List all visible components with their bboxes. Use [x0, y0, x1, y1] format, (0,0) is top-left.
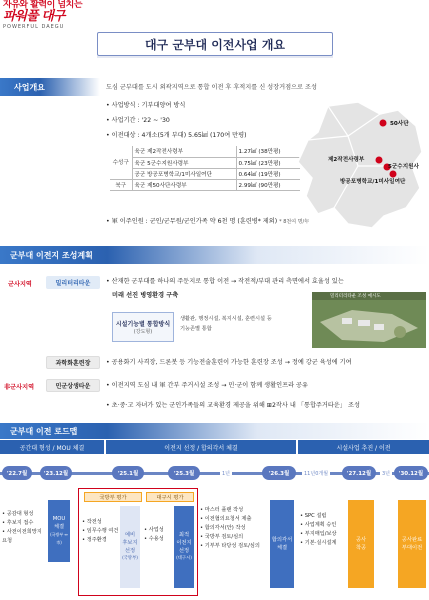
units-table — [110, 146, 300, 191]
box-mou-2: 체결 — [53, 524, 65, 530]
box-pref-3: 선정 — [124, 548, 136, 554]
box-final-1: 최적 — [178, 532, 190, 538]
duration-1: 1년 — [220, 467, 232, 479]
eval2-items — [144, 526, 174, 544]
chip-coexistence: 민군상생타운 — [46, 379, 100, 392]
eval1-items — [82, 518, 122, 545]
unit-name: 육군 제50사단사령부 — [132, 179, 236, 190]
section-roadmap-label: 군부대 이전 로드맵 — [10, 426, 78, 436]
slogan: 자유와 활력이 넘치는 — [3, 0, 83, 10]
marker-50 — [380, 120, 387, 127]
col1-item: • 후보지 접수 — [2, 520, 34, 526]
eval1-label: 국방부 평가 — [84, 492, 142, 502]
unit-name: 육군 5군수지원사령부 — [132, 157, 236, 168]
table-row — [110, 179, 300, 190]
overview-summary: 도심 군부대를 도시 외곽지역으로 통합 이전 후 후적지를 신 성장거점으로 조성 — [106, 84, 317, 91]
row2-text-content: 공용화기 사격장, 드론봇 등 기능전술훈련이 가능한 훈련장 조성 → 정예 강군 육성에 기여 — [111, 359, 352, 366]
box-mou-3: (국방부 ↔ 市) — [50, 532, 68, 545]
military-area-label: 군사지역 — [8, 281, 32, 288]
title-underline — [97, 56, 333, 58]
col5-item: • 마스터 플랜 작성 — [200, 507, 244, 513]
section-overview-label: 사업개요 — [14, 82, 45, 92]
row4-text-content: 초·중·고 자녀가 있는 군인가족들의 교육환경 제공을 위해 ⊞2작사 내 「통합주거타운」 조성 — [111, 402, 360, 409]
photo-caption: 밀리터리타운 조성 예시도 — [330, 294, 381, 299]
box-relocation-complete — [398, 500, 426, 588]
unit-area: 1.27㎢ (38만평) — [236, 146, 300, 157]
table-row — [110, 157, 300, 168]
unit-name: 공군 방공포병학교/1미사일여단 — [132, 168, 236, 179]
facility-box — [112, 312, 174, 342]
col1-item: • 사전이전희망지 — [2, 529, 42, 535]
col5-item: • 이전협의요청서 제출 — [200, 516, 252, 522]
map-label-2: 제2작전사령부 — [328, 157, 365, 163]
eval2-item: • 사업성 — [144, 527, 164, 533]
relocation-note: * 8천여 명/年 — [279, 219, 310, 225]
table-group-buk: 북구 — [110, 179, 132, 190]
photo-building — [374, 324, 384, 330]
col5-item: • 합의각서(안) 작성 — [200, 525, 246, 531]
facility-desc — [180, 314, 272, 334]
row3-text-content: 이전지역 도심 내 軍 간부 주거시설 조성 → 민·군이 함께 생활인프라 공유 — [111, 382, 308, 389]
facility-desc2: 기능존별 통합 — [180, 326, 212, 332]
date-4: '25.3월 — [168, 466, 200, 480]
section-plan-label: 군부대 이전지 조성계획 — [10, 250, 93, 260]
box-agree-1: 합의각서 — [271, 537, 293, 543]
eval1-item: • 정주환경 — [82, 537, 107, 543]
photo-building — [342, 318, 352, 324]
date-1: '22.7월 — [2, 466, 32, 480]
col1-item: 요청 — [2, 538, 13, 544]
date-2: '23.12월 — [40, 466, 72, 480]
brand-en: POWERFUL DAEGU — [3, 24, 65, 30]
box-mou-1: MOU — [52, 516, 66, 522]
box-preliminary — [120, 506, 140, 588]
facility-desc1: 생활관, 행정시설, 복지시설, 훈련시설 등 — [180, 316, 272, 322]
bullet-period: • 사업기간 : '22 ~ '30 — [106, 117, 170, 124]
photo-field — [394, 326, 406, 338]
map-label-air: 방공포병학교/1미사일여단 — [340, 179, 406, 185]
box-start-2: 착공 — [355, 545, 367, 551]
date-7: '30.12월 — [394, 466, 428, 480]
col-facility — [300, 512, 346, 548]
box-pref-2: 후보지 — [122, 540, 138, 546]
bullet-target: • 이전대상 : 4개소(5개 부대) 5.65㎢ (170여 만평) — [106, 132, 247, 139]
table-row — [110, 168, 300, 179]
section-plan-header — [0, 246, 429, 264]
col7-item: • 기본·실시설계 — [300, 540, 337, 546]
row1-text: • 산재한 군부대를 하나의 주둔지로 통합 이전 → 작전적/부대 관리 측면에서 효율성 있는 — [106, 278, 344, 285]
table-group-suseong: 수성구 — [110, 146, 132, 179]
col7-item: • 부지매입/보상 — [300, 531, 337, 537]
brand-logo: 파워풀 대구 — [3, 9, 65, 24]
box-pref-4: (국방부) — [122, 556, 138, 561]
overview-relocation: 軍 이주인원 : 군인/군무원/군인가족 약 6천 명 (훈련병* 제외) — [111, 218, 278, 225]
eval1-item: • 임무수행 여건 — [82, 528, 119, 534]
eval2-label: 대구시 평가 — [146, 492, 194, 502]
row3-text: • 이전지역 도심 내 軍 간부 주거시설 조성 → 민·군이 함께 생활인프라 공유 — [106, 382, 308, 389]
row1-text2: 미래 선진 병영환경 구축 — [112, 292, 179, 299]
phase-1: 공간대 형성 / MOU 체결 — [0, 440, 104, 454]
facility-sub: (강도형) — [133, 329, 153, 335]
page-title: 대구 군부대 이전사업 개요 — [97, 32, 333, 56]
col7-item: • 사업계획 승인 — [300, 522, 337, 528]
phase-2: 이전지 선정 / 합의각서 체결 — [106, 440, 296, 454]
box-agree-2: 체결 — [276, 545, 288, 551]
row4-text: • 초·중·고 자녀가 있는 군인가족들의 교육환경 제공을 위해 ⊞2작사 내 「통합주거타운」 조성 — [106, 402, 360, 409]
box-final-2: 이전지 — [176, 540, 192, 546]
non-military-area-label: 非군사지역 — [4, 384, 35, 391]
box-pref-1: 예비 — [124, 532, 136, 538]
box-mou — [48, 500, 70, 562]
row1-text1: 산재한 군부대를 하나의 주둔지로 통합 이전 → 작전적/부대 관리 측면에서 효율성 있는 — [111, 278, 344, 285]
unit-area: 0.75㎢ (23만평) — [236, 157, 300, 168]
unit-area: 2.99㎢ (90만평) — [236, 179, 300, 190]
map-label-5: 5군수지원사 — [388, 164, 419, 170]
overview-target: 이전대상 : 4개소(5개 부대) 5.65㎢ (170여 만평) — [111, 132, 247, 139]
section-roadmap-header — [0, 423, 429, 439]
map-label-50: 50사단 — [390, 121, 409, 127]
col7-item: • SPC 설립 — [300, 513, 327, 519]
date-6: '27.12월 — [342, 466, 376, 480]
box-end-1: 공사완료 — [401, 537, 423, 543]
overview-method: 사업방식 : 기부대양여 방식 — [111, 102, 186, 109]
col5-item: • 기부부 타당성 검토/심의 — [200, 543, 260, 549]
date-5: '26.3월 — [262, 466, 296, 480]
eval2-item: • 수용성 — [144, 536, 164, 542]
duration-2: 11년0개월 — [302, 467, 330, 479]
col5-item: • 국방부 검토/심의 — [200, 534, 244, 540]
row2-text: • 공용화기 사격장, 드론봇 등 기능전술훈련이 가능한 훈련장 조성 → 정예 강군 육성에 기여 — [106, 359, 352, 366]
col-agreement-prep — [200, 506, 268, 551]
photo-building — [358, 320, 370, 326]
box-agreement — [270, 500, 294, 588]
box-final-3: 선정 — [178, 548, 190, 554]
chip-training: 과학화훈련장 — [46, 356, 100, 369]
duration-3: 3년 — [380, 467, 392, 479]
bullet-method: • 사업방식 : 기부대양여 방식 — [106, 102, 186, 109]
bullet-relocation: • 軍 이주인원 : 군인/군무원/군인가족 약 6천 명 (훈련병* 제외) * 8천여 명/年 — [106, 218, 310, 225]
overview-period: 사업기간 : '22 ~ '30 — [111, 117, 170, 124]
box-construction-start — [348, 500, 374, 588]
unit-name: 육군 제2작전사령부 — [132, 146, 236, 157]
eval1-item: • 작전성 — [82, 519, 102, 525]
box-final-4: (대구시) — [176, 556, 192, 561]
date-3: '25.1월 — [112, 466, 144, 480]
unit-area: 0.64㎢ (19만평) — [236, 168, 300, 179]
section-overview-header — [0, 78, 100, 96]
marker-2 — [376, 157, 383, 164]
box-start-1: 공사 — [355, 537, 367, 543]
col1-item: • 공감대 형성 — [2, 511, 34, 517]
box-final-site — [174, 506, 194, 588]
facility-label: 시설기능별 통합방식 — [115, 321, 171, 328]
box-end-2: 부대이전 — [401, 545, 423, 551]
col-consensus — [2, 510, 46, 546]
table-row — [110, 146, 300, 157]
military-town-photo — [312, 292, 426, 348]
chip-military-town: 밀리터리타운 — [46, 276, 100, 289]
phase-3: 시설사업 추진 / 이전 — [298, 440, 429, 454]
